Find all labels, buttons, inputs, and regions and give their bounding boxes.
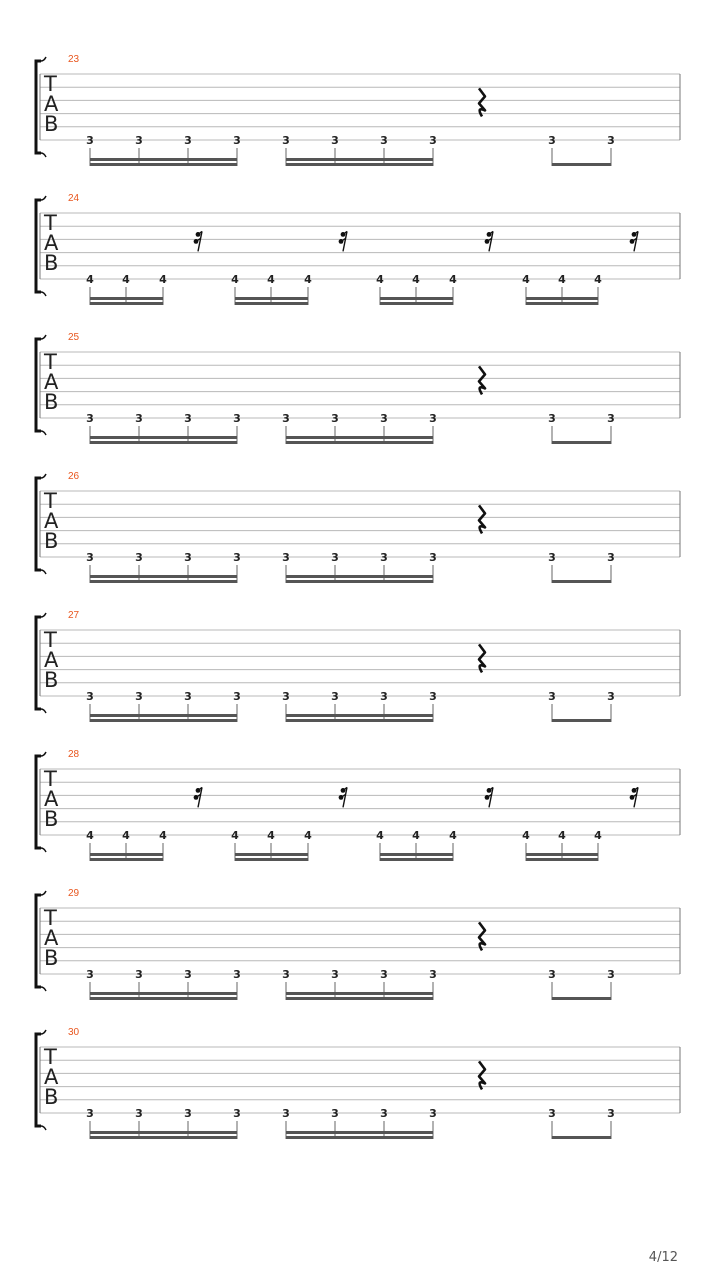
fret-number: 3 [607,1107,615,1120]
fret-number: 4 [304,829,312,842]
tab-clef-letter: A [44,92,59,116]
note-beam [286,714,433,717]
fret-number: 3 [380,1107,388,1120]
measure-number: 30 [68,1027,80,1038]
fret-number: 3 [282,968,290,981]
note-beam [286,719,433,722]
note-beam [235,302,308,305]
quarter-rest [479,922,485,950]
fret-number: 3 [380,551,388,564]
tab-system [36,471,680,583]
fret-number: 4 [86,829,94,842]
tab-system [36,888,680,1000]
note-beam [286,992,433,995]
fret-number: 3 [282,1107,290,1120]
fret-number: 3 [184,551,192,564]
fret-number: 4 [558,829,566,842]
tab-clef-letter: A [44,231,59,255]
note-beam [90,992,237,995]
fret-number: 4 [267,273,275,286]
fret-number: 4 [412,829,420,842]
note-beam [380,858,453,861]
tab-clef-letter: A [44,926,59,950]
tab-system [36,332,680,444]
note-beam [286,1131,433,1134]
tab-clef-letter: T [44,72,57,96]
measure-number: 24 [68,193,80,204]
measure-number: 27 [68,610,80,621]
fret-number: 3 [380,134,388,147]
fret-number: 3 [233,551,241,564]
fret-number: 4 [522,273,530,286]
fret-number: 4 [449,273,457,286]
note-beam [286,436,433,439]
note-beam [90,997,237,1000]
fret-number: 3 [86,134,94,147]
quarter-rest [479,88,485,116]
note-beam [286,575,433,578]
fret-number: 3 [548,690,556,703]
note-beam [286,163,433,166]
fret-number: 3 [135,690,143,703]
note-beam [90,297,163,300]
fret-number: 3 [233,1107,241,1120]
quarter-rest [479,1061,485,1089]
fret-number: 4 [522,829,530,842]
page-number: 4/12 [648,1250,678,1265]
fret-number: 4 [376,829,384,842]
note-beam [380,302,453,305]
note-beam [552,441,611,444]
note-beam [90,163,237,166]
fret-number: 3 [548,1107,556,1120]
note-beam [286,580,433,583]
fret-number: 3 [233,690,241,703]
fret-number: 3 [331,690,339,703]
fret-number: 3 [282,412,290,425]
fret-number: 4 [558,273,566,286]
measure-number: 29 [68,888,80,899]
fret-number: 4 [304,273,312,286]
quarter-rest [479,366,485,394]
fret-number: 4 [376,273,384,286]
quarter-rest [479,505,485,533]
note-beam [552,1136,611,1139]
tab-clef-letter: T [44,628,57,652]
measure-number: 26 [68,471,80,482]
fret-number: 3 [429,1107,437,1120]
fret-number: 3 [184,690,192,703]
fret-number: 3 [429,412,437,425]
note-beam [526,302,598,305]
fret-number: 4 [267,829,275,842]
tab-clef-letter: B [44,390,59,414]
fret-number: 3 [233,412,241,425]
note-beam [90,575,237,578]
tab-clef-letter: B [44,668,59,692]
note-beam [526,853,598,856]
fret-number: 4 [449,829,457,842]
note-beam [380,853,453,856]
fret-number: 3 [548,551,556,564]
note-beam [90,853,163,856]
fret-number: 4 [159,273,167,286]
tab-clef-letter: A [44,648,59,672]
fret-number: 3 [282,134,290,147]
note-beam [90,436,237,439]
fret-number: 3 [135,412,143,425]
fret-number: 3 [607,134,615,147]
fret-number: 3 [184,412,192,425]
tab-clef-letter: B [44,529,59,553]
note-beam [552,997,611,1000]
fret-number: 3 [233,134,241,147]
note-beam [90,158,237,161]
fret-number: 3 [429,690,437,703]
fret-number: 3 [548,134,556,147]
fret-number: 3 [331,1107,339,1120]
fret-number: 4 [159,829,167,842]
tab-clef-letter: B [44,946,59,970]
fret-number: 3 [135,968,143,981]
note-beam [90,1131,237,1134]
fret-number: 3 [135,134,143,147]
fret-number: 4 [122,273,130,286]
fret-number: 3 [380,412,388,425]
fret-number: 3 [607,968,615,981]
measure-number: 28 [68,749,80,760]
tab-system [36,193,680,305]
note-beam [235,853,308,856]
tab-system [36,54,680,166]
note-beam [526,858,598,861]
fret-number: 3 [86,1107,94,1120]
note-beam [90,580,237,583]
fret-number: 4 [594,829,602,842]
fret-number: 3 [135,551,143,564]
tab-clef-letter: B [44,1085,59,1109]
fret-number: 3 [331,412,339,425]
fret-number: 3 [86,412,94,425]
note-beam [552,163,611,166]
tab-clef-letter: B [44,251,59,275]
fret-number: 3 [184,968,192,981]
fret-number: 3 [380,968,388,981]
note-beam [90,302,163,305]
quarter-rest [479,644,485,672]
note-beam [90,1136,237,1139]
fret-number: 3 [86,968,94,981]
tab-clef-letter: T [44,767,57,791]
note-beam [90,858,163,861]
note-beam [526,297,598,300]
fret-number: 4 [86,273,94,286]
fret-number: 3 [184,134,192,147]
note-beam [286,997,433,1000]
fret-number: 3 [429,134,437,147]
fret-number: 3 [86,551,94,564]
note-beam [90,714,237,717]
tab-clef-letter: B [44,807,59,831]
fret-number: 4 [594,273,602,286]
note-beam [552,580,611,583]
note-beam [286,158,433,161]
fret-number: 4 [231,273,239,286]
tab-system [36,610,680,722]
tab-clef-letter: T [44,489,57,513]
tab-clef-letter: A [44,1065,59,1089]
tab-system [36,749,680,861]
tab-clef-letter: T [44,211,57,235]
measure-number: 25 [68,332,80,343]
tab-clef-letter: T [44,1045,57,1069]
tab-clef-letter: T [44,350,57,374]
fret-number: 3 [331,968,339,981]
note-beam [380,297,453,300]
fret-number: 4 [412,273,420,286]
fret-number: 4 [231,829,239,842]
fret-number: 3 [429,968,437,981]
tab-clef-letter: A [44,370,59,394]
note-beam [286,441,433,444]
fret-number: 3 [282,690,290,703]
note-beam [90,719,237,722]
fret-number: 3 [607,690,615,703]
tab-clef-letter: B [44,112,59,136]
fret-number: 3 [380,690,388,703]
note-beam [235,858,308,861]
fret-number: 3 [86,690,94,703]
tab-clef-letter: A [44,787,59,811]
fret-number: 3 [331,134,339,147]
fret-number: 3 [135,1107,143,1120]
fret-number: 3 [429,551,437,564]
note-beam [552,719,611,722]
fret-number: 3 [607,412,615,425]
fret-number: 3 [282,551,290,564]
fret-number: 3 [184,1107,192,1120]
fret-number: 3 [233,968,241,981]
fret-number: 3 [607,551,615,564]
fret-number: 3 [331,551,339,564]
fret-number: 4 [122,829,130,842]
tab-clef-letter: A [44,509,59,533]
note-beam [286,1136,433,1139]
note-beam [90,441,237,444]
fret-number: 3 [548,412,556,425]
tab-system [36,1027,680,1139]
fret-number: 3 [548,968,556,981]
note-beam [235,297,308,300]
measure-number: 23 [68,54,80,65]
tab-clef-letter: T [44,906,57,930]
